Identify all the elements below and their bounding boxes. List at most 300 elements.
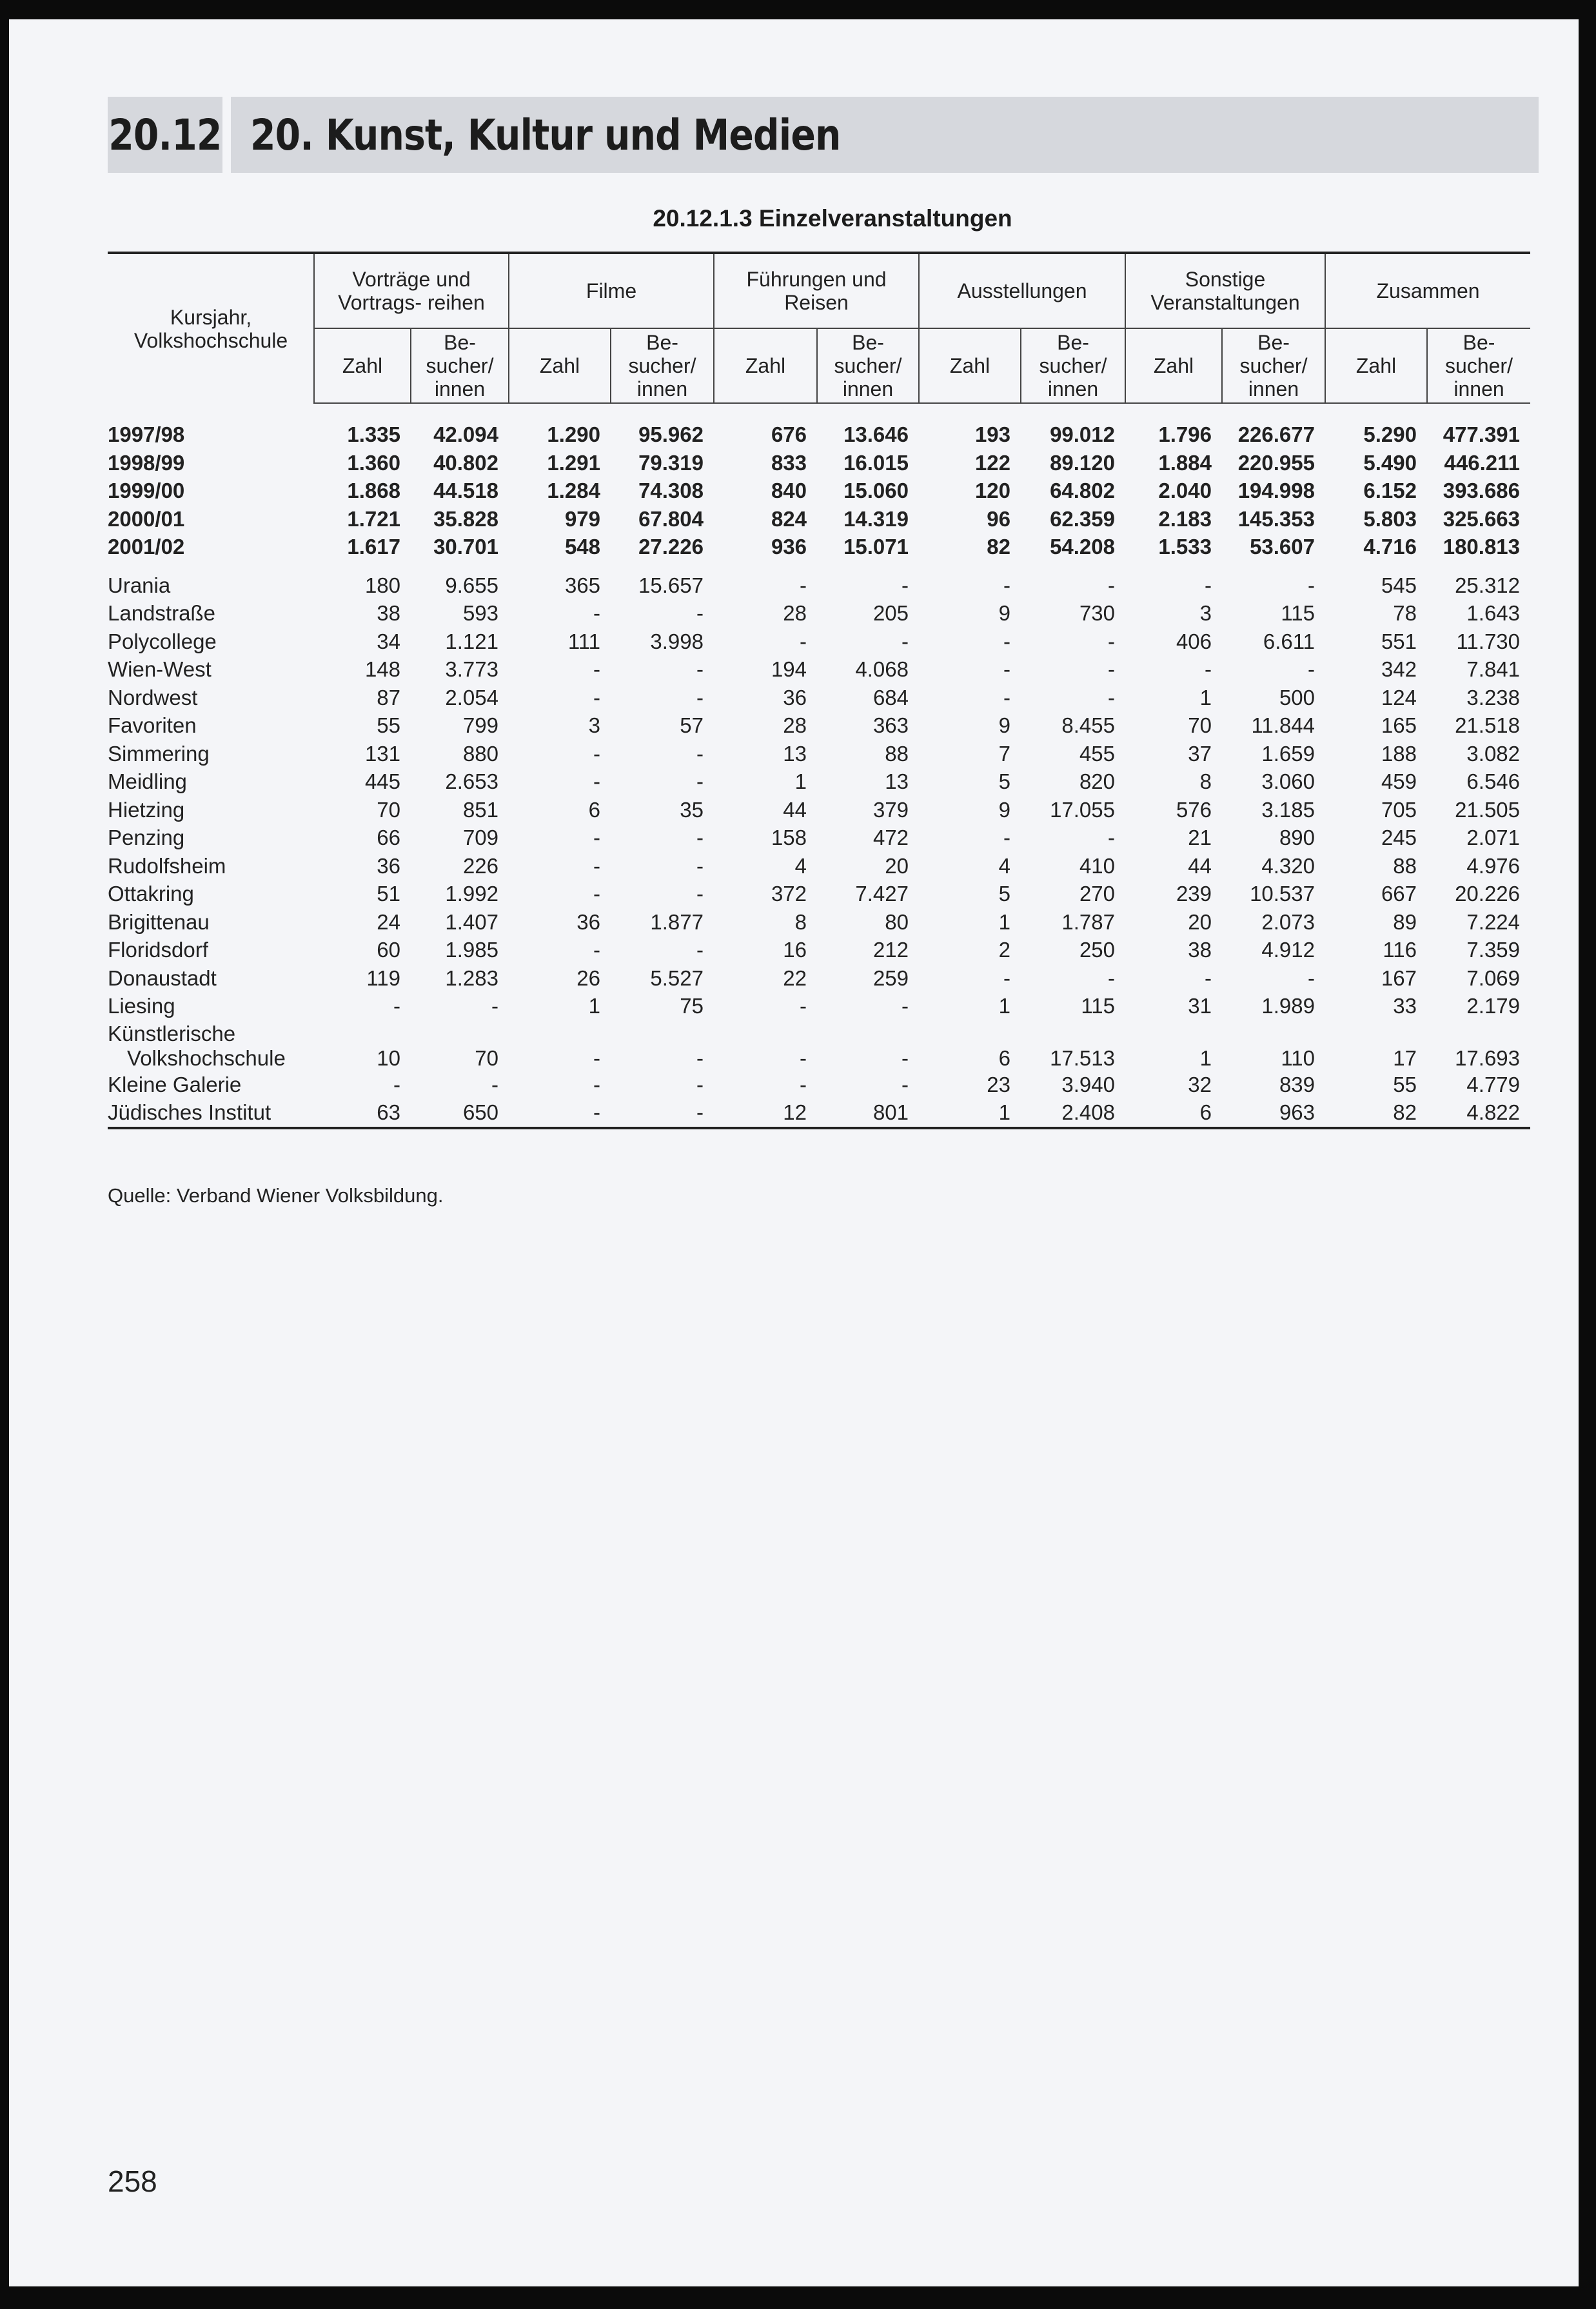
table-cell: - — [593, 685, 600, 709]
table-cell: 30.701 — [433, 535, 498, 559]
table-cell: 1.643 — [1466, 601, 1521, 625]
table-cell: 21 — [1188, 826, 1212, 849]
table-cell: 20 — [1188, 909, 1212, 934]
table-cell: 3.238 — [1466, 685, 1521, 709]
table-cell: 2.040 — [1158, 479, 1212, 502]
table-cell: 194.998 — [1237, 479, 1315, 502]
table-cell: 1.787 — [1061, 909, 1115, 934]
table-cell: 2.054 — [445, 685, 498, 709]
table-cell: - — [901, 1045, 909, 1070]
table-cell: 96 — [987, 506, 1010, 531]
source-note: Quelle: Verband Wiener Volksbildung. — [108, 1184, 444, 1207]
table-cell: 51 — [377, 882, 400, 906]
table-cell: 111 — [567, 629, 600, 653]
table-cell: - — [1003, 657, 1010, 681]
table-row — [108, 880, 1530, 908]
table-cell: 158 — [771, 826, 807, 849]
table-cell: 936 — [771, 535, 807, 559]
table-cell: 1 — [588, 994, 600, 1018]
table-cell: - — [611, 1098, 714, 1128]
table-body — [108, 403, 1530, 1128]
table-cell: - — [593, 1072, 600, 1096]
table-cell: 78 — [1393, 601, 1417, 625]
table-cell: 193 — [974, 422, 1010, 446]
sub-header-besucher: Be- sucher/ innen — [1021, 328, 1125, 403]
table-cell: 28 — [783, 713, 807, 737]
table-cell: 6 — [1125, 1098, 1222, 1128]
table-cell: - — [1308, 573, 1315, 597]
table-cell: 393.686 — [1443, 479, 1521, 502]
table-cell: 1.868 — [347, 479, 400, 502]
table-cell: - — [491, 1072, 498, 1096]
table-cell: 880 — [462, 741, 498, 766]
table-cell: 13 — [783, 741, 807, 766]
row-label-line2: Volkshochschule — [127, 1045, 286, 1070]
table-cell: 6.546 — [1466, 769, 1521, 793]
table-cell: 99.012 — [1050, 422, 1115, 446]
table-cell: 5 — [998, 882, 1010, 906]
table-cell: 89 — [1393, 909, 1417, 934]
section-title-box — [231, 97, 1539, 173]
table-row — [108, 824, 1530, 852]
table-cell: 820 — [1079, 769, 1115, 793]
row-label: Jüdisches Institut — [108, 1098, 314, 1128]
sub-header-zahl: Zahl — [919, 328, 1021, 403]
table-cell: 1.884 — [1158, 450, 1212, 475]
row-label: Wien-West — [108, 657, 212, 681]
table-cell: 851 — [462, 797, 498, 822]
table-cell: 88 — [885, 741, 909, 766]
data-table — [108, 252, 1530, 1129]
table-cell: - — [1003, 573, 1010, 597]
table-cell: 17.513 — [1050, 1045, 1115, 1070]
table-cell: - — [1308, 657, 1315, 681]
table-cell: - — [696, 601, 704, 625]
table-cell: 1.985 — [445, 938, 498, 962]
group-header: Filme — [509, 253, 714, 328]
table-cell: - — [1003, 966, 1010, 990]
table-row — [108, 421, 1530, 449]
table-cell: - — [696, 1045, 704, 1070]
table-cell: 17.693 — [1455, 1045, 1521, 1070]
table-cell: 5 — [998, 769, 1010, 793]
row-label: Floridsdorf — [108, 938, 208, 962]
table-cell: 245 — [1381, 826, 1417, 849]
table-cell: 4.779 — [1466, 1072, 1521, 1096]
table-cell: - — [1003, 629, 1010, 653]
table-cell: 372 — [771, 882, 807, 906]
table-title: 20.12.1.3 Einzelveranstaltungen — [653, 205, 1012, 232]
table-cell: 342 — [1381, 657, 1417, 681]
row-label: 2001/02 — [108, 535, 185, 559]
table-cell: 250 — [1079, 938, 1115, 962]
table-cell: 3.940 — [1061, 1072, 1115, 1096]
table-cell: 95.962 — [638, 422, 704, 446]
table-cell: - — [1108, 573, 1115, 597]
table-cell: 119 — [366, 966, 400, 990]
table-cell: 75 — [680, 994, 704, 1018]
table-cell: 4.822 — [1427, 1098, 1530, 1128]
table-cell: - — [1205, 966, 1212, 990]
table-cell: 4.068 — [855, 657, 909, 681]
table-cell: 53.607 — [1250, 535, 1315, 559]
table-cell: - — [593, 882, 600, 906]
table-cell: 1.283 — [445, 966, 498, 990]
table-cell: 87 — [377, 685, 400, 709]
table-cell: - — [491, 994, 498, 1018]
table-cell: 7.224 — [1466, 909, 1521, 934]
table-cell: 27.226 — [638, 535, 704, 559]
table-cell: 4.320 — [1261, 853, 1315, 878]
page — [9, 19, 1579, 2286]
table-cell: 410 — [1079, 853, 1115, 878]
table-cell: 89.120 — [1050, 450, 1115, 475]
table-cell: 35 — [680, 797, 704, 822]
table-cell: 270 — [1079, 882, 1115, 906]
table-cell: 1.121 — [445, 629, 498, 653]
table-cell: 70 — [475, 1045, 498, 1070]
table-cell: 10 — [377, 1045, 400, 1070]
table-cell: 110 — [1281, 1045, 1315, 1070]
table-cell: 684 — [872, 685, 909, 709]
table-cell: - — [800, 1072, 807, 1096]
table-cell: 477.391 — [1443, 422, 1521, 446]
table-cell: 38 — [1188, 938, 1212, 962]
table-cell: 667 — [1381, 882, 1417, 906]
table-row — [108, 628, 1530, 656]
table-cell: 25.312 — [1455, 573, 1521, 597]
table-cell: 1.796 — [1158, 422, 1212, 446]
table-cell: 36 — [783, 685, 807, 709]
table-cell: - — [593, 657, 600, 681]
table-cell: - — [509, 1098, 611, 1128]
table-cell: 730 — [1079, 601, 1115, 625]
table-cell: 7.841 — [1466, 657, 1521, 681]
section-number-box — [108, 97, 222, 173]
table-cell: 3.998 — [650, 629, 704, 653]
table-cell: 2 — [998, 938, 1010, 962]
table-cell: 33 — [1393, 994, 1417, 1018]
row-label: Nordwest — [108, 685, 198, 709]
table-cell: 1.407 — [445, 909, 498, 934]
table-cell: - — [1108, 685, 1115, 709]
table-cell: 24 — [377, 909, 400, 934]
table-row — [108, 908, 1530, 936]
sub-header-zahl: Zahl — [1325, 328, 1427, 403]
table-cell: 120 — [974, 479, 1010, 502]
table-cell: 82 — [987, 535, 1010, 559]
table-cell: 8 — [794, 909, 807, 934]
table-cell: - — [593, 741, 600, 766]
table-cell: 9 — [998, 797, 1010, 822]
sub-header-zahl: Zahl — [1125, 328, 1222, 403]
table-cell: 16 — [783, 938, 807, 962]
table-cell: 2.071 — [1466, 826, 1521, 849]
table-cell: 82 — [1325, 1098, 1427, 1128]
table-cell: 3 — [588, 713, 600, 737]
table-cell: 63 — [314, 1098, 411, 1128]
table-cell: 44.518 — [433, 479, 498, 502]
sub-header-besucher: Be- sucher/ innen — [1427, 328, 1530, 403]
table-row — [108, 992, 1530, 1020]
table-cell: 15.060 — [843, 479, 909, 502]
table-cell: 325.663 — [1443, 506, 1521, 531]
table-cell: 2.073 — [1261, 909, 1315, 934]
table-cell: 5.803 — [1363, 506, 1417, 531]
table-cell: 1 — [998, 994, 1010, 1018]
table-cell: 15.657 — [638, 573, 704, 597]
table-cell: 455 — [1079, 741, 1115, 766]
sub-header-besucher: Be- sucher/ innen — [817, 328, 919, 403]
table-row — [108, 768, 1530, 796]
table-row — [108, 533, 1530, 561]
table-cell: 115 — [1081, 994, 1115, 1018]
table-cell: - — [696, 1072, 704, 1096]
table-cell: 226.677 — [1237, 422, 1315, 446]
table-cell: 79.319 — [638, 450, 704, 475]
table-cell: 259 — [872, 966, 909, 990]
table-cell: 9 — [998, 713, 1010, 737]
table-cell: 3 — [1199, 601, 1212, 625]
table-cell: - — [593, 601, 600, 625]
page-number: 258 — [108, 2165, 157, 2198]
table-cell: 22 — [783, 966, 807, 990]
table-cell: 4.976 — [1466, 853, 1521, 878]
table-cell: 55 — [377, 713, 400, 737]
table-cell: 239 — [1176, 882, 1212, 906]
table-cell: 650 — [411, 1098, 509, 1128]
table-cell: 180.813 — [1443, 535, 1521, 559]
table-cell: 11.844 — [1251, 713, 1315, 737]
table-cell: 9 — [998, 601, 1010, 625]
row-label: Donaustadt — [108, 966, 217, 990]
table-cell: 5.490 — [1363, 450, 1417, 475]
table-cell: 548 — [564, 535, 600, 559]
table-cell: 1 — [794, 769, 807, 793]
table-cell: 15.071 — [843, 535, 909, 559]
table-cell: 4 — [998, 853, 1010, 878]
table-cell: 14.319 — [843, 506, 909, 531]
table-cell: 833 — [771, 450, 807, 475]
table-cell: - — [696, 882, 704, 906]
table-cell: 220.955 — [1237, 450, 1315, 475]
table-cell: 148 — [364, 657, 400, 681]
table-cell: 70 — [1188, 713, 1212, 737]
row-label: 2000/01 — [108, 506, 185, 531]
table-cell: 36 — [377, 853, 400, 878]
table-cell: 212 — [872, 938, 909, 962]
row-label: Kleine Galerie — [108, 1072, 242, 1096]
table-cell: 3.773 — [445, 657, 498, 681]
table-cell: 226 — [462, 853, 498, 878]
table-row — [108, 655, 1530, 684]
table-cell: 2.408 — [1021, 1098, 1125, 1128]
table-cell: 799 — [462, 713, 498, 737]
table-cell: - — [593, 1045, 600, 1070]
table-cell: 472 — [872, 826, 909, 849]
table-cell: 1.284 — [547, 479, 600, 502]
table-cell: 1 — [998, 909, 1010, 934]
table-cell: - — [1108, 826, 1115, 849]
table-cell: 840 — [771, 479, 807, 502]
table-cell: 406 — [1176, 629, 1212, 653]
table-cell: - — [1308, 966, 1315, 990]
table-cell: 205 — [872, 601, 909, 625]
table-cell: 28 — [783, 601, 807, 625]
group-header: Sonstige Veranstaltungen — [1125, 253, 1325, 328]
table-cell: 20 — [885, 853, 909, 878]
row-label: Favoriten — [108, 713, 197, 737]
row-label: Polycollege — [108, 629, 217, 653]
table-cell: 180 — [364, 573, 400, 597]
table-cell: 194 — [771, 657, 807, 681]
table-cell: - — [901, 573, 909, 597]
table-row — [108, 684, 1530, 712]
table-cell: - — [696, 826, 704, 849]
row-label: Rudolfsheim — [108, 853, 226, 878]
table-cell: - — [901, 1072, 909, 1096]
table-cell: - — [1108, 629, 1115, 653]
table-cell: 500 — [1279, 685, 1315, 709]
row-label: Urania — [108, 573, 171, 597]
table-cell: 4 — [794, 853, 807, 878]
table-row — [108, 1071, 1530, 1099]
row-label: 1997/98 — [108, 422, 185, 446]
table-cell: - — [800, 994, 807, 1018]
table-cell: 6 — [998, 1045, 1010, 1070]
table-cell: 551 — [1381, 629, 1417, 653]
table-cell: 37 — [1188, 741, 1212, 766]
table-cell: 74.308 — [638, 479, 704, 502]
table-row — [108, 477, 1530, 505]
table-row — [108, 505, 1530, 533]
table-cell: 593 — [462, 601, 498, 625]
table-cell: 116 — [1383, 938, 1417, 962]
table-cell: - — [696, 741, 704, 766]
table-cell: 7 — [998, 741, 1010, 766]
section-number: 20.12 — [108, 110, 222, 160]
table-cell: 67.804 — [638, 506, 704, 531]
table-row — [108, 711, 1530, 740]
row-label: Meidling — [108, 769, 187, 793]
table-cell: 3.185 — [1261, 797, 1315, 822]
table-cell: 44 — [783, 797, 807, 822]
table-cell: 6.152 — [1363, 479, 1417, 502]
table-cell: 7.069 — [1466, 966, 1521, 990]
table-cell: - — [800, 573, 807, 597]
table-cell: - — [393, 994, 400, 1018]
section-title: 20. Kunst, Kultur und Medien — [250, 110, 841, 160]
table-row — [108, 599, 1530, 628]
table-cell: 801 — [817, 1098, 919, 1128]
row-label: Hietzing — [108, 797, 185, 822]
table-cell: 824 — [771, 506, 807, 531]
table-cell: 21.505 — [1455, 797, 1521, 822]
table-cell: 115 — [1281, 601, 1315, 625]
table-cell: 60 — [377, 938, 400, 962]
table-cell: 42.094 — [433, 422, 498, 446]
table-cell: 4.912 — [1261, 938, 1315, 962]
table-cell: - — [393, 1072, 400, 1096]
group-header: Führungen und Reisen — [714, 253, 919, 328]
table-cell: 62.359 — [1050, 506, 1115, 531]
table-cell: - — [593, 853, 600, 878]
table-cell: 7.427 — [855, 882, 909, 906]
table-cell: 64.802 — [1050, 479, 1115, 502]
table-cell: 979 — [564, 506, 600, 531]
table-row — [108, 740, 1530, 768]
table-row — [108, 449, 1530, 477]
row-label: Landstraße — [108, 601, 215, 625]
table-cell: 1.290 — [547, 422, 600, 446]
table-cell: 1 — [919, 1098, 1021, 1128]
table-cell: - — [593, 938, 600, 962]
table-cell: - — [800, 1045, 807, 1070]
table-cell: 6 — [588, 797, 600, 822]
table-cell: 122 — [974, 450, 1010, 475]
sub-header-zahl: Zahl — [314, 328, 411, 403]
table-cell: 1.291 — [547, 450, 600, 475]
table-row — [108, 571, 1530, 600]
table-cell: 3.060 — [1261, 769, 1315, 793]
table-cell: 459 — [1381, 769, 1417, 793]
table-cell: 365 — [564, 573, 600, 597]
group-header: Ausstellungen — [919, 253, 1125, 328]
table-cell: 145.353 — [1237, 506, 1315, 531]
table-cell: 5.527 — [650, 966, 704, 990]
table-row — [108, 1020, 1530, 1071]
table-cell: 445 — [364, 769, 400, 793]
table-cell: 23 — [987, 1072, 1010, 1096]
table-cell: 70 — [377, 797, 400, 822]
table-cell: 44 — [1188, 853, 1212, 878]
table-cell: 38 — [377, 601, 400, 625]
group-header: Zusammen — [1325, 253, 1530, 328]
sub-header-besucher: Be- sucher/ innen — [411, 328, 509, 403]
sub-header-zahl: Zahl — [509, 328, 611, 403]
row-label-header: Kursjahr, Volkshochschule — [108, 253, 314, 403]
table-cell: 709 — [462, 826, 498, 849]
group-header: Vorträge und Vortrags- reihen — [314, 253, 509, 328]
table-cell: - — [696, 938, 704, 962]
table-cell: 55 — [1393, 1072, 1417, 1096]
table-cell: - — [696, 853, 704, 878]
table-cell: 80 — [885, 909, 909, 934]
table-cell: 10.537 — [1250, 882, 1315, 906]
table-cell: 17 — [1393, 1045, 1417, 1070]
table-cell: 26 — [576, 966, 600, 990]
table-cell: 6.611 — [1263, 629, 1315, 653]
table-cell: 379 — [872, 797, 909, 822]
sub-header-besucher: Be- sucher/ innen — [1222, 328, 1325, 403]
table-cell: 35.828 — [433, 506, 498, 531]
table-cell: - — [696, 657, 704, 681]
row-label: Penzing — [108, 826, 185, 849]
table-cell: - — [1205, 573, 1212, 597]
table-cell: 34 — [377, 629, 400, 653]
row-label: 1999/00 — [108, 479, 185, 502]
table-cell: 705 — [1381, 797, 1417, 822]
table-cell: 165 — [1381, 713, 1417, 737]
table-cell: - — [1205, 657, 1212, 681]
table-cell: 12 — [714, 1098, 817, 1128]
table-cell: 4.716 — [1363, 535, 1417, 559]
table-cell: 11.730 — [1456, 629, 1521, 653]
table-cell: 8.455 — [1061, 713, 1115, 737]
table-cell: 676 — [771, 422, 807, 446]
table-cell: 124 — [1381, 685, 1417, 709]
table-cell: 839 — [1279, 1072, 1315, 1096]
